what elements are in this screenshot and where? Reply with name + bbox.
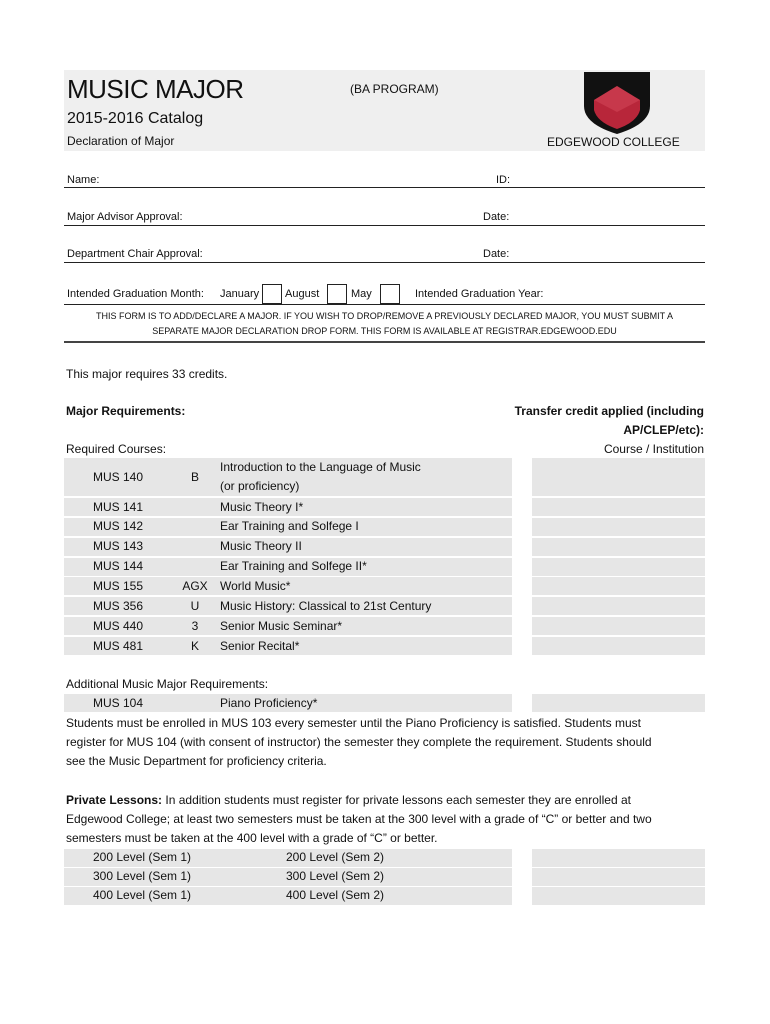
transfer-cell[interactable] <box>532 577 705 595</box>
course-tag: U <box>190 599 200 613</box>
course-code: MUS 155 <box>93 579 144 593</box>
transfer-heading-1: Transfer credit applied (including <box>514 404 704 418</box>
lesson-sem2: 400 Level (Sem 2) <box>286 888 385 902</box>
course-code: MUS 140 <box>93 470 144 484</box>
program-label: (BA PROGRAM) <box>350 82 439 96</box>
chair-date-label: Date: <box>483 248 510 260</box>
name-label: Name: <box>67 174 100 186</box>
month-may-label: May <box>351 288 372 300</box>
transfer-cell[interactable] <box>532 518 705 536</box>
course-title: Ear Training and Solfege II* <box>220 559 367 573</box>
transfer-cell[interactable] <box>532 887 705 905</box>
lesson-sem1: 300 Level (Sem 1) <box>93 869 192 883</box>
additional-requirements-label: Additional Music Major Requirements: <box>66 677 269 691</box>
notice-line-1: THIS FORM IS TO ADD/DECLARE A MAJOR. IF YOU WISH TO DROP/REMOVE A PREVIOUSLY DECLARED MAJOR, YOU MUST SUBMIT A <box>96 311 673 321</box>
id-label: ID: <box>496 174 511 186</box>
lesson-sem1: 200 Level (Sem 1) <box>93 850 192 864</box>
august-checkbox[interactable] <box>327 284 347 304</box>
transfer-cell[interactable] <box>532 849 705 867</box>
college-name: EDGEWOOD COLLEGE <box>547 135 680 149</box>
course-title: Piano Proficiency* <box>220 696 318 710</box>
notice-line-2: SEPARATE MAJOR DECLARATION DROP FORM. THIS FORM IS AVAILABLE AT REGISTRAR.EDGEWOOD.EDU <box>152 326 617 336</box>
course-code: MUS 481 <box>93 639 144 653</box>
transfer-cell[interactable] <box>532 458 705 496</box>
course-title: Music Theory II <box>220 539 302 553</box>
january-checkbox[interactable] <box>262 284 282 304</box>
course-title: Ear Training and Solfege I <box>220 519 359 533</box>
transfer-cell[interactable] <box>532 694 705 712</box>
lesson-sem2: 200 Level (Sem 2) <box>286 850 385 864</box>
transfer-cell[interactable] <box>532 637 705 655</box>
course-title: Senior Music Seminar* <box>220 619 343 633</box>
transfer-cell[interactable] <box>532 868 705 886</box>
course-title: World Music* <box>220 579 291 593</box>
lessons-text: In addition students must register for private lessons each semester they are enrolled at <box>162 793 631 807</box>
may-checkbox[interactable] <box>380 284 400 304</box>
lessons-paragraph-line-2: Edgewood College; at least two semesters must be taken at the 300 level with a grade of “C” or better and two <box>66 812 652 826</box>
required-courses-label: Required Courses: <box>66 442 167 456</box>
transfer-cell[interactable] <box>532 558 705 576</box>
lesson-sem1: 400 Level (Sem 1) <box>93 888 192 902</box>
piano-paragraph-line-2: register for MUS 104 (with consent of instructor) the semester they complete the requirement. Students should <box>66 735 652 749</box>
lessons-paragraph-line-3: semesters must be taken at the 400 level with a grade of “C” or better. <box>66 831 438 845</box>
course-title: Music Theory I* <box>220 500 304 514</box>
chair-line[interactable] <box>64 262 705 263</box>
transfer-cell[interactable] <box>532 498 705 516</box>
lesson-sem2: 300 Level (Sem 2) <box>286 869 385 883</box>
month-august-label: August <box>285 288 320 300</box>
course-code: MUS 104 <box>93 696 144 710</box>
grad-line[interactable] <box>64 304 705 305</box>
course-code: MUS 356 <box>93 599 144 613</box>
form-name: Declaration of Major <box>67 134 175 148</box>
catalog-year: 2015-2016 Catalog <box>67 110 204 127</box>
course-institution-label: Course / Institution <box>603 442 704 456</box>
course-tag: 3 <box>191 619 199 633</box>
lessons-bold-label: Private Lessons: <box>66 793 163 807</box>
transfer-cell[interactable] <box>532 617 705 635</box>
course-code: MUS 440 <box>93 619 144 633</box>
chair-label: Department Chair Approval: <box>67 248 203 260</box>
grad-month-label: Intended Graduation Month: <box>67 288 204 300</box>
course-title-2: (or proficiency) <box>220 479 300 493</box>
notice-divider <box>64 341 705 343</box>
advisor-line[interactable] <box>64 225 705 226</box>
course-code: MUS 143 <box>93 539 144 553</box>
piano-paragraph-line-1: Students must be enrolled in MUS 103 every semester until the Piano Proficiency is satisfied. Students must <box>66 716 641 730</box>
name-line[interactable] <box>64 187 705 188</box>
piano-paragraph-line-3: see the Music Department for proficiency criteria. <box>66 754 327 768</box>
transfer-cell[interactable] <box>532 597 705 615</box>
credits-text: This major requires 33 credits. <box>66 367 228 381</box>
course-code: MUS 141 <box>93 500 144 514</box>
course-title: Introduction to the Language of Music <box>220 460 421 474</box>
course-code: MUS 142 <box>93 519 144 533</box>
transfer-cell[interactable] <box>532 538 705 556</box>
course-tag: B <box>190 470 199 484</box>
course-tag: K <box>190 639 199 653</box>
transfer-heading-2: AP/CLEP/etc): <box>623 423 704 437</box>
lessons-paragraph-line-1 <box>66 791 706 810</box>
advisor-label: Major Advisor Approval: <box>67 211 183 223</box>
course-code: MUS 144 <box>93 559 144 573</box>
major-requirements-heading: Major Requirements: <box>66 404 186 418</box>
month-january-label: January <box>220 288 260 300</box>
course-tag: AGX <box>182 579 208 593</box>
course-title: Senior Recital* <box>220 639 300 653</box>
course-title: Music History: Classical to 21st Century <box>220 599 432 613</box>
college-shield-logo <box>582 72 652 134</box>
page-title: MUSIC MAJOR <box>67 74 244 104</box>
advisor-date-label: Date: <box>483 211 510 223</box>
grad-year-label: Intended Graduation Year: <box>415 288 544 300</box>
